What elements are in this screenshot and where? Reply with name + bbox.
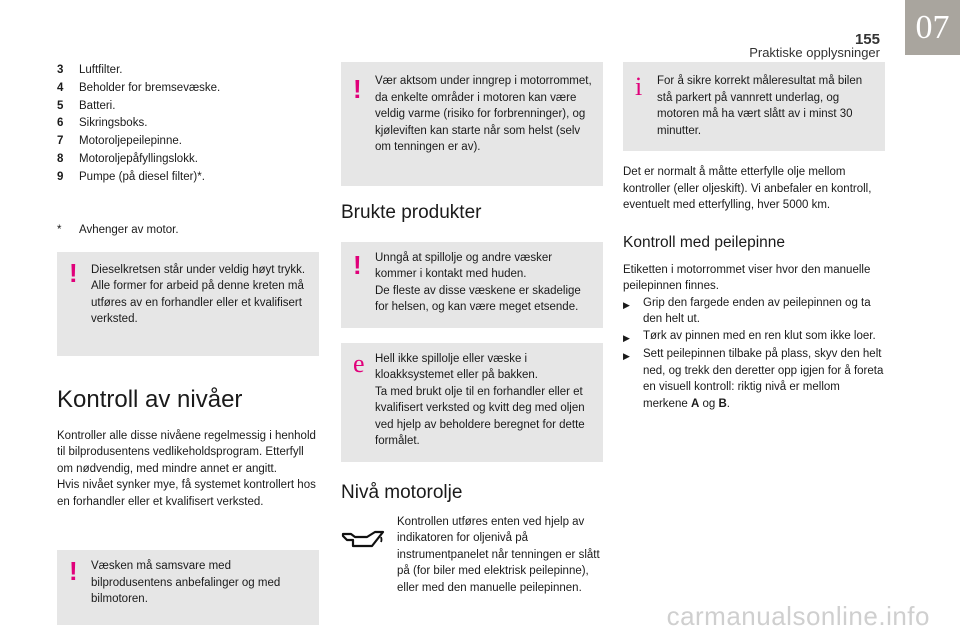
intro-paragraph: Kontroller alle disse nivåene regelmessig i henhold til bilprodusentens vedlikeholdsprogram. Etterfyll om nødvendig, med mindre annet er angitt. — [57, 429, 316, 475]
list-item: ▶ Sett peilepinnen tilbake på plass, skyv den helt ned, og trekk den deretter opp igjen for å foreta en visuell kontroll: riktig nivå er mellom merkene A og B. — [623, 346, 885, 412]
list-item: 9 Pumpe (på diesel filter)*. — [57, 170, 205, 183]
column-2 — [341, 62, 603, 596]
watermark: carmanualsonline.info — [666, 601, 930, 631]
intro-paragraph-2: Hvis nivået synker mye, få systemet kontrollert hos en forhandler eller et kvalifisert verksted. — [57, 479, 316, 508]
column-1 — [57, 62, 319, 625]
list-item: 8 Motoroljepåfyllingslokk. — [57, 152, 198, 165]
warning-box-used-products: ! Unngå at spillolje og andre væsker kommer i kontakt med huden. De fleste av disse væskene er skadelige for helsen, og kan være meget etsende. — [341, 242, 603, 328]
warning-box-diesel: ! Dieselkretsen står under veldig høyt trykk. Alle former for arbeid på denne kreten må utføres av en forhandler eller et kvalifisert verksted. — [57, 252, 319, 356]
dipstick-steps — [623, 295, 885, 413]
list-item: 4 Beholder for bremsevæske. — [57, 81, 221, 94]
list-item: ▶ Grip den fargede enden av peilepinnen og ta den helt ut. — [623, 295, 885, 328]
component-list — [57, 62, 319, 187]
warning-icon: ! — [353, 74, 362, 104]
heading-kontroll-med-peilepinne: Kontroll med peilepinne — [623, 233, 785, 251]
heading-niva-motorolje: Nivå motorolje — [341, 481, 463, 503]
info-icon: i — [635, 72, 643, 101]
footnote: * Avhenger av motor. — [57, 223, 179, 236]
info-box: i For å sikre korrekt måleresultat må bilen stå parkert på vannrett underlag, og motoren må ha vært slått av i minst 30 minutter. — [623, 62, 885, 151]
heading-kontroll-av-nivaer: Kontroll av nivåer — [57, 385, 243, 413]
list-item: 5 Batteri. — [57, 99, 116, 112]
warning-box-fluid: ! Væsken må samsvare med bilprodusentens anbefalinger og med bilmotoren. — [57, 550, 319, 625]
dipstick-intro: Etiketten i motorrommet viser hvor den manuelle peilepinnen finnes. — [623, 263, 871, 292]
list-item: 6 Sikringsboks. — [57, 117, 148, 130]
warning-icon: ! — [353, 249, 362, 280]
oil-level-section — [341, 514, 603, 597]
chapter-tab: 07 — [905, 0, 960, 55]
warning-icon: ! — [69, 556, 78, 587]
oil-topup-paragraph: Det er normalt å måtte etterfylle olje mellom kontroller (eller oljeskift). Vi anbefaler en kontroll, eventuelt med etterfylling, hver 5000 km. — [623, 166, 872, 211]
list-item: 7 Motoroljepeilepinne. — [57, 135, 182, 148]
section-title: Praktiske opplysninger — [749, 45, 880, 60]
bullet-arrow-icon: ▶ — [623, 332, 630, 343]
bullet-arrow-icon: ▶ — [623, 299, 630, 310]
environment-icon: e — [353, 348, 365, 378]
column-3 — [623, 62, 885, 412]
list-item: 3 Luftfilter. — [57, 64, 123, 76]
page-number: 155 — [854, 31, 880, 48]
bullet-arrow-icon: ▶ — [623, 351, 630, 361]
environment-box: e Hell ikke spillolje eller væske i kloakksystemet eller på bakken. Ta med brukt olje til en forhandler eller et kvalifisert verksted og kvitt deg med oljen ved hjelp av beholdere beregnet for dette formålet. — [341, 343, 603, 462]
heading-brukte-produkter: Brukte produkter — [341, 201, 482, 223]
oil-level-text: Kontrollen utføres enten ved hjelp av indikatoren for oljenivå på instrumentpanelet når tenningen er slått på (for biler med elektrisk peilepinne), eller med den manuelle peilepinnen. — [397, 515, 600, 594]
oil-can-icon — [341, 526, 385, 550]
warning-box-engine: ! Vær aktsom under inngrep i motorrommet, da enkelte områder i motoren kan være veldig varme (risiko for forbrenninger), og kjøleviften kan starte når som helst (selv om tenningen er av). — [341, 62, 603, 186]
list-item: ▶ Tørk av pinnen med en ren klut som ikke loer. — [623, 328, 885, 347]
warning-icon: ! — [69, 257, 78, 288]
